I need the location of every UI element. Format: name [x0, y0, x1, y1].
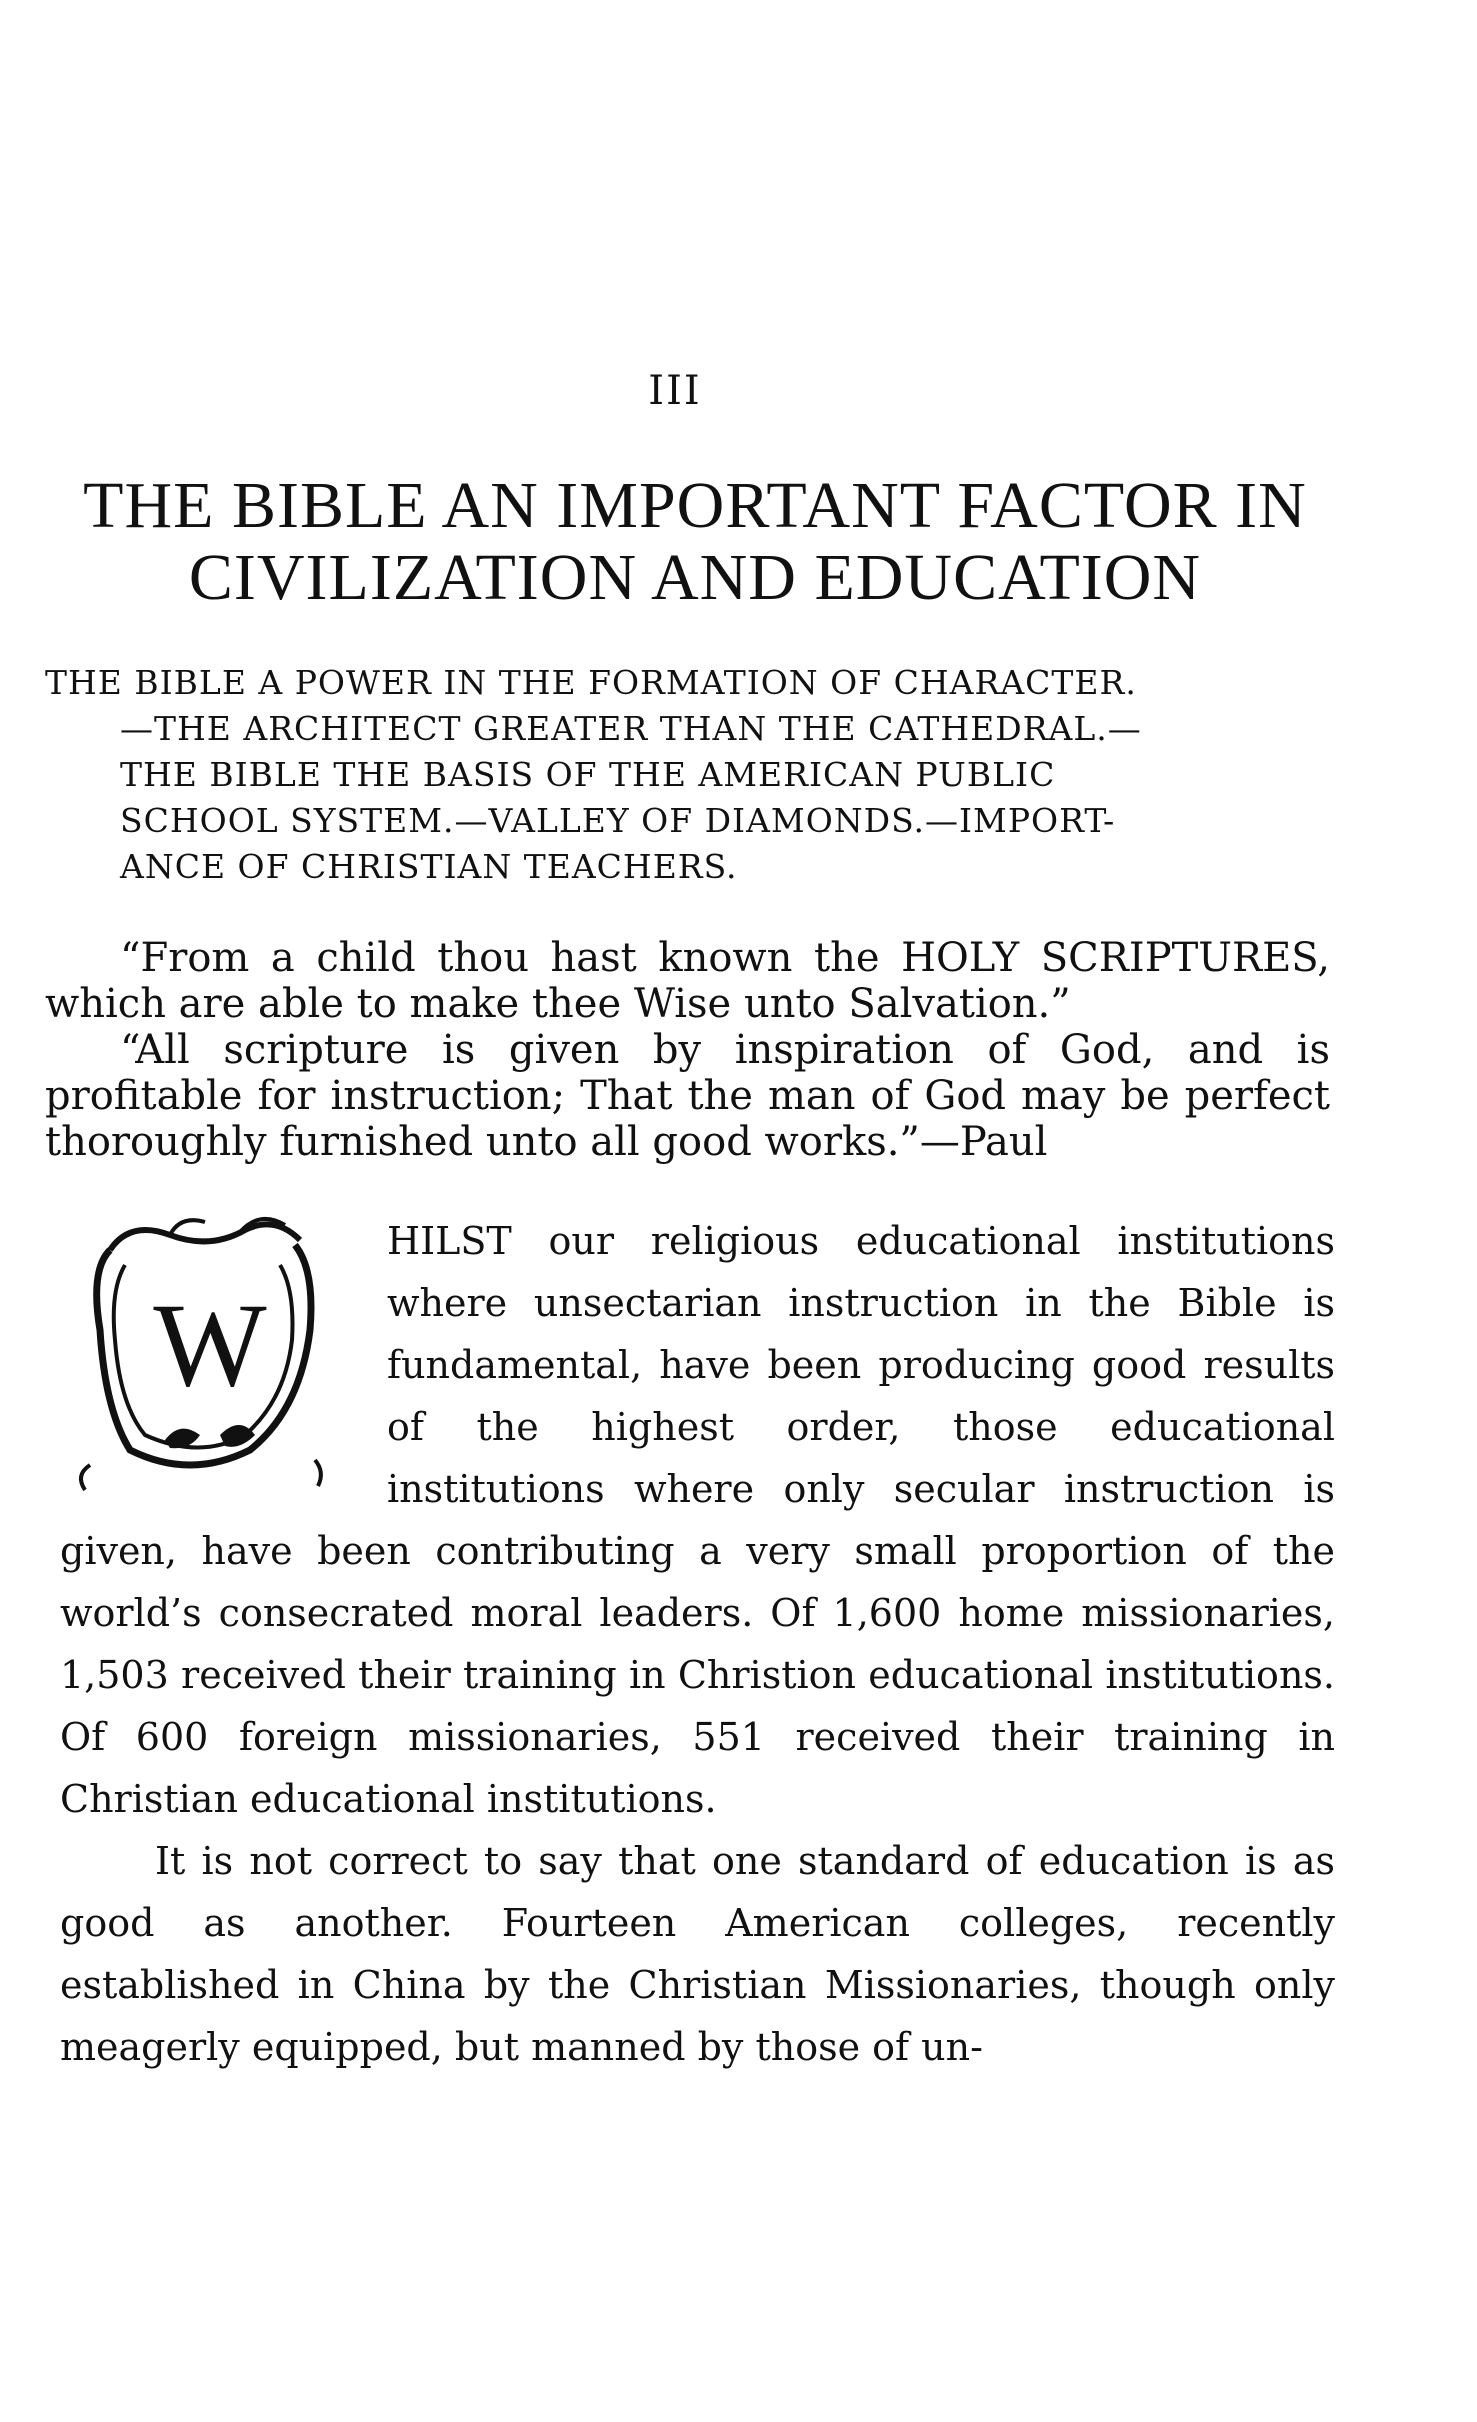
body-paragraph-1 — [60, 1210, 1335, 1830]
chapter-body — [60, 1210, 1335, 2078]
summary-line-3: THE BIBLE THE BASIS OF THE AMERICAN PUBLIC — [120, 755, 1056, 794]
ornamental-dropcap-icon — [70, 1210, 375, 1500]
chapter-title-line-1: THE BIBLE AN IMPORTANT FACTOR IN — [83, 469, 1307, 542]
dropcap-ornament-svg — [70, 1210, 375, 1500]
epigraph-quote-1: “From a child thou hast known the HOLY SCRIPTURES, which are able to make thee Wise unto Salvation.” — [45, 935, 1330, 1027]
summary-line-2: —THE ARCHITECT GREATER THAN THE CATHEDRAL.— — [120, 709, 1142, 748]
summary-line-5: ANCE OF CHRISTIAN TEACHERS. — [120, 847, 738, 886]
body-paragraph-2: It is not correct to say that one standard of education is as good as another. Fourteen American colleges, recently established in China by the Christian Missionaries, though only meagerly equipped, but manned by those of un- — [60, 1839, 1335, 2069]
summary-line-4: SCHOOL SYSTEM.—VALLEY OF DIAMONDS.—IMPORT- — [120, 801, 1116, 840]
chapter-title — [45, 470, 1345, 614]
chapter-title-line-2: CIVILIZATION AND EDUCATION — [188, 541, 1202, 614]
dropcap-letter: W — [153, 1278, 267, 1411]
epigraph — [45, 935, 1330, 1165]
chapter-summary — [45, 660, 1330, 890]
summary-line-1: THE BIBLE A POWER IN THE FORMATION OF CHARACTER. — [45, 663, 1137, 702]
epigraph-quote-2: “All scripture is given by inspiration of God, and is profitable for instruction; That the man of God may be perfect thoroughly furnished unto all good works.”—Paul — [45, 1027, 1330, 1165]
body-paragraph-1-text: HILST our religious educational institutions where unsectarian instruction in the Bible is fundamental, have been producing good results of the highest order, those educational institutions where only secular instruction is given, have been contributing a very small proportion of the world’s consecrated moral leaders. Of 1,600 home missionaries, 1,503 received their training in Christion educational institutions. Of 600 foreign missionaries, 551 received their training in Christian educational institutions. — [60, 1219, 1335, 1821]
chapter-number: III — [648, 368, 702, 414]
